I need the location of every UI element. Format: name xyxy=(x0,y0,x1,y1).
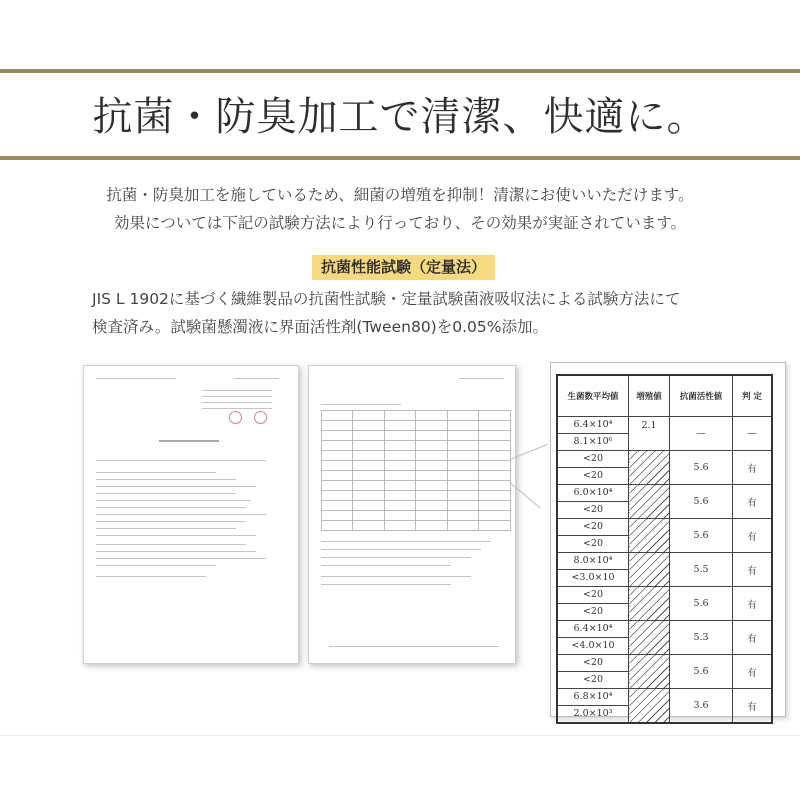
top-rule xyxy=(0,69,800,73)
activity-value-cell: 5.6 xyxy=(670,485,733,519)
growth-value-cell xyxy=(629,689,670,724)
table-row xyxy=(557,621,772,638)
test-report-page-1 xyxy=(83,365,299,664)
activity-value-cell: 3.6 xyxy=(670,689,733,724)
growth-value-cell xyxy=(629,587,670,621)
viable-count-cell: <4.0×10 xyxy=(557,638,629,655)
table-row xyxy=(557,519,772,536)
viable-count-cell: <20 xyxy=(557,502,629,519)
activity-value-cell: 5.3 xyxy=(670,621,733,655)
table-row xyxy=(557,485,772,502)
test-badge: 抗菌性能試験（定量法） xyxy=(312,255,495,280)
table-row xyxy=(557,655,772,672)
header-growth-value: 増殖値 xyxy=(629,375,670,417)
test-description-line-1: JIS L 1902に基づく繊維製品の抗菌性試験・定量試験菌液吸収法による試験方法にて xyxy=(92,290,681,308)
table-row xyxy=(557,587,772,604)
viable-count-cell: <20 xyxy=(557,451,629,468)
activity-value-cell: 5.6 xyxy=(670,451,733,485)
seal-stamp xyxy=(254,411,267,424)
viable-count-cell: 8.0×10⁴ xyxy=(557,553,629,570)
judgment-cell: 有 xyxy=(733,485,773,519)
growth-value-cell xyxy=(629,485,670,519)
viable-count-cell: 6.8×10⁴ xyxy=(557,689,629,706)
table-row xyxy=(557,689,772,706)
viable-count-cell: <3.0×10 xyxy=(557,570,629,587)
intro-line-2: 効果については下記の試験方法により行っており、その効果が実証されています。 xyxy=(114,214,686,232)
viable-count-cell: 6.0×10⁴ xyxy=(557,485,629,502)
growth-value-cell xyxy=(629,553,670,587)
results-table xyxy=(556,374,773,724)
header-judgment: 判 定 xyxy=(733,375,773,417)
activity-value-cell: — xyxy=(670,417,733,451)
activity-value-cell: 5.5 xyxy=(670,553,733,587)
judgment-cell: 有 xyxy=(733,519,773,553)
activity-value-cell: 5.6 xyxy=(670,519,733,553)
activity-value-cell: 5.6 xyxy=(670,655,733,689)
seal-stamp xyxy=(229,411,242,424)
bottom-rule xyxy=(0,156,800,160)
results-table-zoom xyxy=(550,362,786,717)
judgment-cell: 有 xyxy=(733,553,773,587)
growth-value-cell: 2.1 xyxy=(629,417,670,451)
table-row xyxy=(557,451,772,468)
growth-value-cell xyxy=(629,621,670,655)
activity-value-cell: 5.6 xyxy=(670,587,733,621)
viable-count-cell: <20 xyxy=(557,536,629,553)
test-report-page-2 xyxy=(308,365,516,664)
viable-count-cell: <20 xyxy=(557,672,629,689)
judgment-cell: 有 xyxy=(733,451,773,485)
viable-count-cell: 6.4×10⁴ xyxy=(557,417,629,434)
table-row xyxy=(557,553,772,570)
intro-line-1: 抗菌・防臭加工を施しているため、細菌の増殖を抑制！清潔にお使いいただけます。 xyxy=(106,186,694,204)
growth-value-cell xyxy=(629,519,670,553)
viable-count-cell: <20 xyxy=(557,604,629,621)
judgment-cell: 有 xyxy=(733,587,773,621)
growth-value-cell xyxy=(629,451,670,485)
header-viable-count: 生菌数平均値 xyxy=(557,375,629,417)
header-activity-value: 抗菌活性値 xyxy=(670,375,733,417)
viable-count-cell: 8.1×10⁶ xyxy=(557,434,629,451)
viable-count-cell: <20 xyxy=(557,468,629,485)
judgment-cell: 有 xyxy=(733,655,773,689)
viable-count-cell: <20 xyxy=(557,519,629,536)
bottom-divider xyxy=(0,735,800,736)
growth-value-cell xyxy=(629,655,670,689)
table-row xyxy=(557,417,772,434)
judgment-cell: 有 xyxy=(733,621,773,655)
viable-count-cell: 2.0×10³ xyxy=(557,706,629,724)
viable-count-cell: 6.4×10⁴ xyxy=(557,621,629,638)
judgment-cell: — xyxy=(733,417,773,451)
test-description-line-2: 検査済み。試験菌懸濁液に界面活性剤(Tween80)を0.05%添加。 xyxy=(92,318,548,336)
report-table-thumbnail xyxy=(321,410,511,531)
viable-count-cell: <20 xyxy=(557,655,629,672)
judgment-cell: 有 xyxy=(733,689,773,724)
page-title: 抗菌・防臭加工で清潔、快適に。 xyxy=(92,94,708,140)
viable-count-cell: <20 xyxy=(557,587,629,604)
